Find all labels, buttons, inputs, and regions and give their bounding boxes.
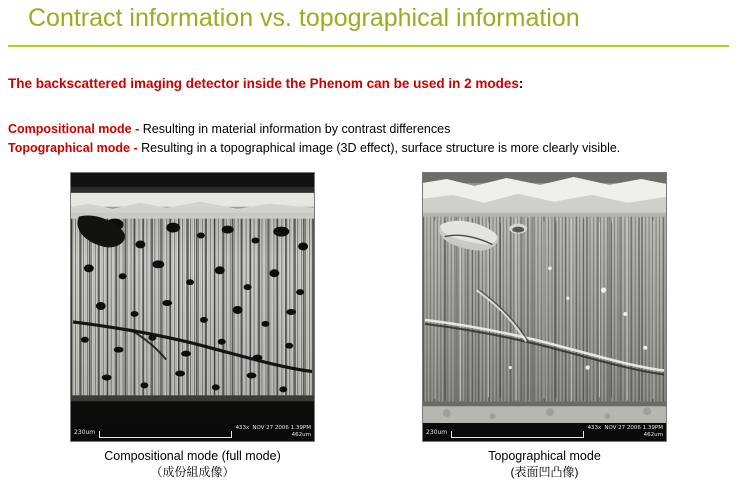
bullet-text-topographical: Resulting in a topographical image (3D effect), surface structure is more clearly visible.	[141, 141, 621, 155]
databar-compositional	[71, 423, 314, 441]
figure-caption-compositional	[70, 448, 315, 480]
micrograph-topographical	[422, 172, 667, 442]
bullet-mode-label-compositional: Compositional mode	[8, 122, 132, 136]
caption-cn-topographical: (表面凹凸像)	[510, 465, 579, 479]
databar-top-row-topographical	[588, 425, 663, 432]
bullet-dash-compositional: -	[135, 122, 140, 136]
working-distance-topographical: 462um	[643, 432, 663, 438]
bullet-list	[8, 120, 733, 158]
bullet-text-compositional: Resulting in material information by contrast differences	[142, 122, 451, 136]
figure-topographical	[422, 172, 667, 480]
scale-label-compositional: 230um	[74, 428, 96, 436]
caption-en-topographical: Topographical mode	[488, 449, 601, 463]
databar-right-topographical	[588, 425, 663, 439]
figure-group	[0, 172, 737, 479]
magnification-compositional: 433x	[235, 425, 250, 431]
figure-compositional	[70, 172, 315, 480]
subheading-colon: :	[518, 76, 524, 91]
title-divider	[8, 45, 729, 47]
magnification-topographical: 433x	[587, 425, 602, 431]
working-distance-compositional: 462um	[291, 432, 311, 438]
databar-top-row-compositional	[236, 425, 311, 432]
bullet-dash-topographical: -	[133, 141, 138, 155]
bullet-row-topographical	[8, 139, 733, 158]
caption-cn-compositional: （成份組成像）	[150, 465, 235, 479]
timestamp-topographical: NOV 27 2006 1.39PM	[604, 425, 663, 431]
scale-bar-topographical	[451, 431, 583, 438]
page-title: Contract information vs. topographical information	[28, 4, 580, 32]
scale-bar-compositional	[99, 431, 231, 438]
subheading	[8, 76, 523, 91]
figure-caption-topographical	[422, 448, 667, 480]
timestamp-compositional: NOV 27 2006 1.39PM	[252, 425, 311, 431]
micrograph-image-compositional	[71, 173, 314, 441]
bullet-row-compositional	[8, 120, 733, 139]
caption-en-compositional: Compositional mode (full mode)	[104, 449, 281, 463]
scale-label-topographical: 230um	[426, 428, 448, 436]
databar-topographical	[423, 423, 666, 441]
bullet-mode-label-topographical: Topographical mode	[8, 141, 130, 155]
micrograph-compositional	[70, 172, 315, 442]
subheading-red-text: The backscattered imaging detector inside the Phenom can be used in 2 modes	[8, 76, 519, 91]
micrograph-image-topographical	[423, 173, 666, 441]
databar-right-compositional	[236, 425, 311, 439]
